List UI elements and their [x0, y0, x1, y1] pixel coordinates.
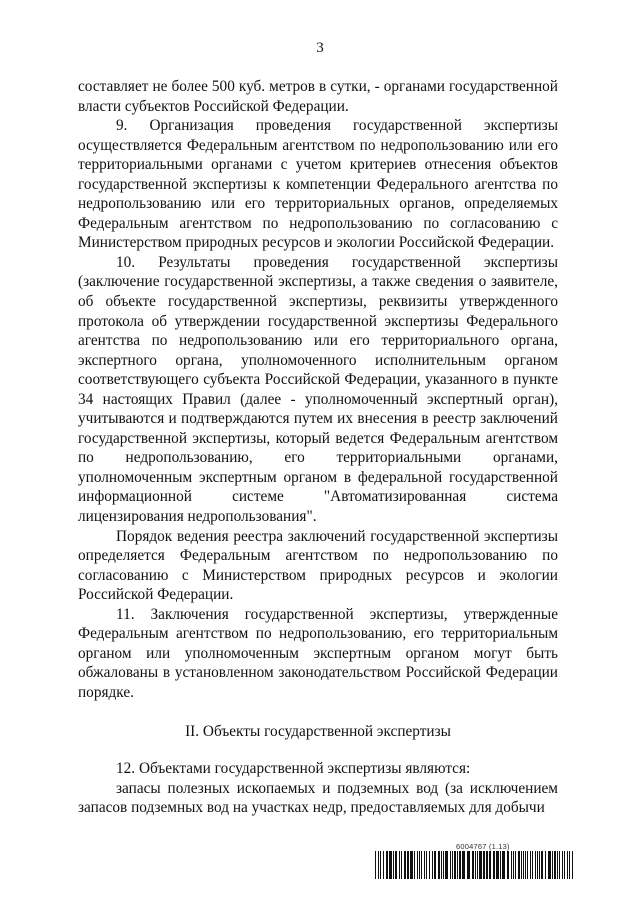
paragraph: 10. Результаты проведения государственной экспертизы (заключение государственной экспертизы, а также сведения о заявителе, об объекте государственной экспертизы, реквизиты утвержденного протокола об утверждении государственной экспертизы Федерального агентства по недропользованию или его территориального органа, экспертного органа, уполномоченного исполнительным органом соответствующего субъекта Российской Федерации, указанного в пункте 34 настоящих Правил (далее - уполномоченный экспертный орган), учитываются и подтверждаются путем их внесения в реестр заключений государственной экспертизы, который ведется Федеральным агентством по недропользованию, его территориальными органами, уполномоченным экспертным органом в федеральной государственной информационной системе "Автоматизированная система лицензирования недропользования". — [78, 253, 558, 526]
paragraph: 11. Заключения государственной экспертизы, утвержденные Федеральным агентством по недропользованию, его территориальным органом или уполномоченным экспертным органом могут быть обжалованы в установленном законодательством Российской Федерации порядке. — [78, 605, 558, 701]
page-number: 3 — [316, 40, 324, 56]
barcode-icon — [375, 851, 573, 879]
paragraph: Порядок ведения реестра заключений государственной экспертизы определяется Федеральным агентством по недропользованию по согласованию с Министерством природных ресурсов и экологии Российской Федерации. — [78, 527, 558, 604]
document-code: 6004767 (1.13) — [456, 842, 510, 851]
section-heading: II. Объекты государственной экспертизы — [185, 722, 451, 740]
paragraph: 9. Организация проведения государственной экспертизы осуществляется Федеральным агентством по недропользованию или его территориальными органами с учетом критериев отнесения объектов государственной экспертизы к компетенции Федерального агентства по недропользованию или его территориальных органов, определяемых Федеральным агентством по недропользованию по согласованию с Министерством природных ресурсов и экологии Российской Федерации. — [78, 117, 558, 252]
paragraph: 12. Объектами государственной экспертизы являются: — [116, 760, 471, 778]
paragraph: составляет не более 500 куб. метров в сутки, - органами государственной власти субъектов Российской Федерации. — [78, 78, 558, 115]
paragraph: запасы полезных ископаемых и подземных вод (за исключением запасов подземных вод на участках недр, предоставляемых для добычи — [78, 779, 558, 817]
document-body — [78, 77, 558, 818]
